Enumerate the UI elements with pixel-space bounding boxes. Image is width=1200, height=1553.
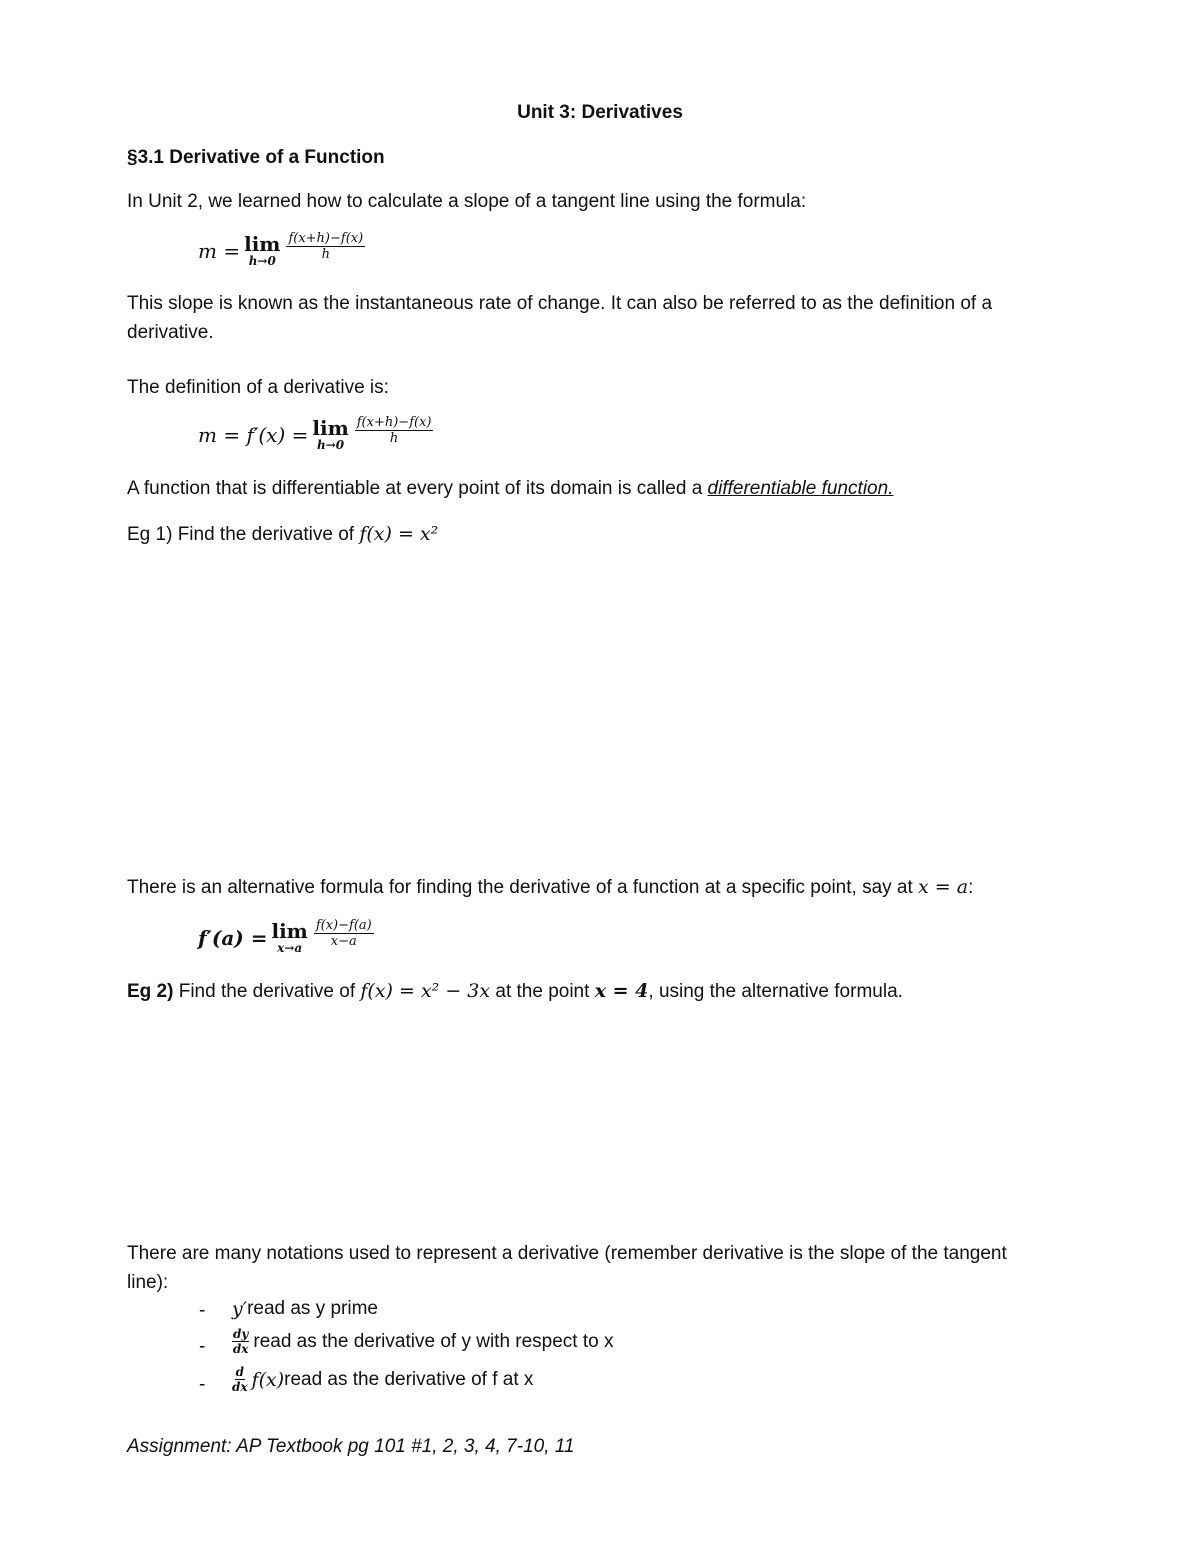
page-title: Unit 3: Derivatives: [517, 102, 683, 123]
alternative-paragraph: There is an alternative formula for finding the derivative of a function at a specific point, say at x = a:: [127, 876, 974, 898]
formula-definition-fraction: $\frac{f(x+h)-f(x)}{h}$: [356, 414, 432, 446]
definition-intro: The definition of a derivative is:: [127, 377, 389, 398]
formula-slope-limit: lim h→0: [244, 232, 281, 268]
example-2: Eg 2) Find the derivative of f(x) = x² − 3x at the point x = 4, using the alternative formula.: [127, 980, 903, 1002]
section-heading: §3.1 Derivative of a Function: [127, 147, 385, 168]
formula-alternative-fraction: $\frac{f(x)-f(a)}{x-a}$: [315, 917, 372, 949]
notation-paragraph-line-1: There are many notations used to represent a derivative (remember derivative is the slope of the tangent: [127, 1243, 1007, 1264]
formula-definition-lhs: m = f′(x) =: [198, 423, 309, 447]
notation-item-d-dx-f: d dx f(x) read as the derivative of f at x: [232, 1365, 534, 1394]
formula-slope-lhs: m =: [198, 239, 241, 263]
notation-item-dy-dx: dy dx read as the derivative of y with respect to x: [232, 1327, 614, 1356]
notation-bullet-dash: -: [199, 1300, 206, 1321]
alternative-point: x = a: [918, 876, 969, 898]
notation-bullet-dash: -: [199, 1336, 206, 1357]
formula-alternative: [198, 917, 374, 955]
formula-definition: [198, 414, 433, 452]
example-1-function: f(x) = x²: [359, 523, 439, 545]
differentiable-paragraph: A function that is differentiable at every point of its domain is called a differentiable function.: [127, 478, 894, 499]
intro-paragraph: In Unit 2, we learned how to calculate a slope of a tangent line using the formula:: [127, 191, 807, 212]
example-1: Eg 1) Find the derivative of f(x) = x²: [127, 523, 439, 545]
formula-slope-fraction: $\frac{f(x+h)-f(x)}{h}$: [288, 230, 364, 262]
notation-item-y-prime: y′ read as y prime: [232, 1298, 379, 1320]
formula-alternative-lhs: f′(a) =: [198, 926, 268, 950]
example-2-point: x = 4: [594, 980, 649, 1002]
example-2-function: f(x) = x² − 3x: [360, 980, 491, 1002]
formula-alternative-limit: lim x→a: [271, 919, 308, 955]
slope-paragraph-line-1: This slope is known as the instantaneous rate of change. It can also be referred to as the definition of a: [127, 293, 993, 314]
differentiable-term: differentiable function.: [707, 478, 894, 499]
notation-bullet-dash: -: [199, 1374, 206, 1395]
notation-paragraph-line-2: line):: [127, 1272, 169, 1293]
assignment-note: Assignment: AP Textbook pg 101 #1, 2, 3, 4, 7-10, 11: [127, 1436, 575, 1457]
slope-paragraph-line-2: derivative.: [127, 322, 214, 343]
formula-slope: [198, 230, 365, 268]
formula-definition-limit: lim h→0: [312, 416, 349, 452]
